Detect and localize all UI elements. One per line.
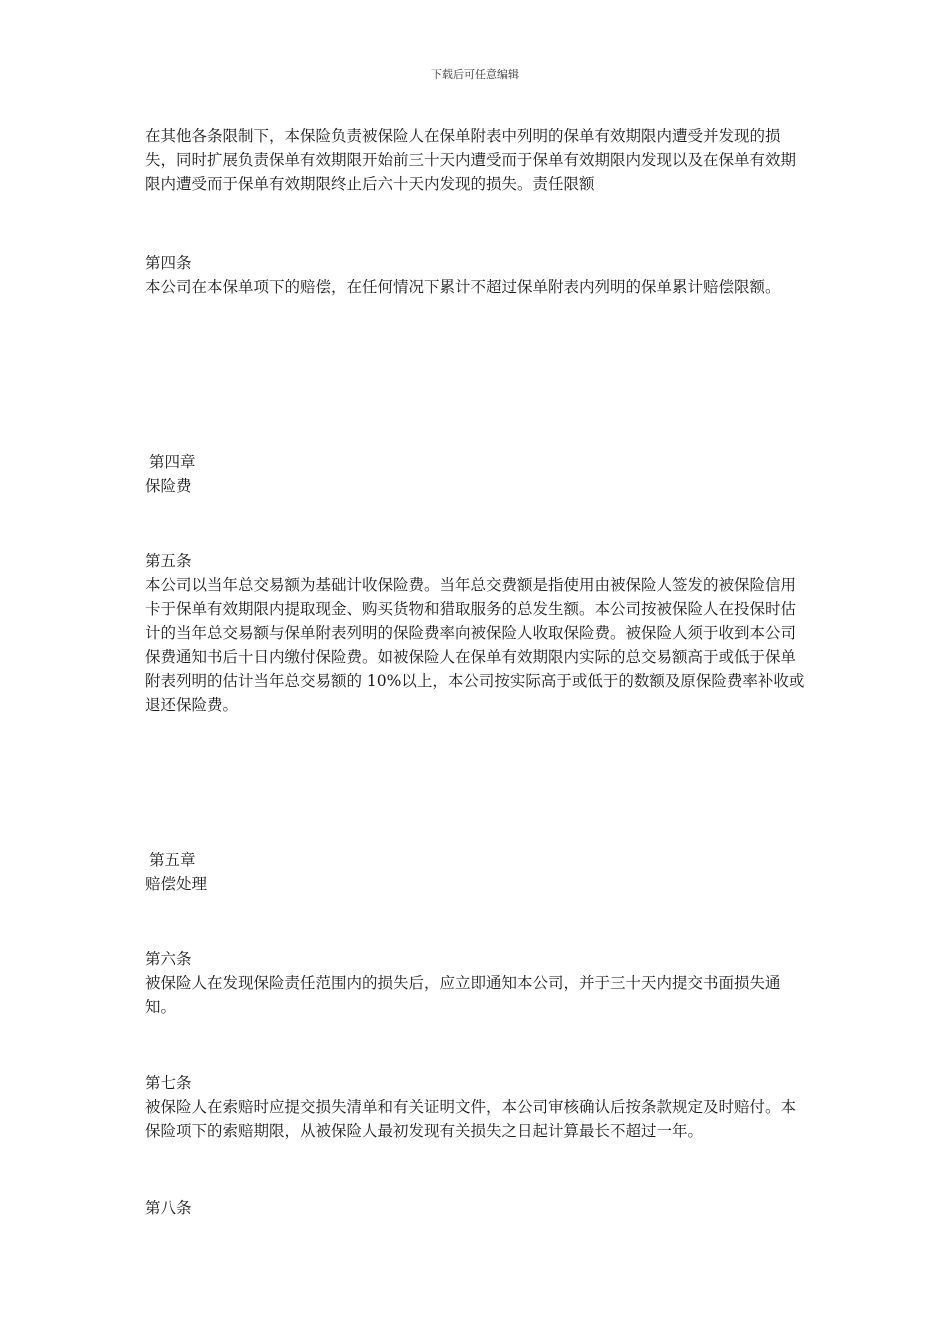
chapter-4-title: 保险费 bbox=[145, 477, 192, 495]
article-5-body: 本公司以当年总交易额为基础计收保险费。当年总交费额是指使用由被保险人签发的被保险信用卡于保单有效期限内提取现金、购买货物和猎取服务的总发生额。本公司按被保险人在投保时估计的当年总交易额与保单附表列明的保险费率向被保险人收取保险费。被保险人须于收到本公司保费通知书后十日内缴付保险费。如被保险人在保单有效期限内实际的总交易额高于或低于保单附表列明的估计当年总交易额的 10%以上，本公司按实际高于或低于的数额及原保险费率补收或退还保险费。 bbox=[145, 576, 805, 714]
chapter-4-heading: 第四章 bbox=[149, 453, 196, 471]
header-note: 下载后可任意编辑 bbox=[431, 68, 519, 81]
article-8-heading: 第八条 bbox=[145, 1199, 192, 1217]
article-6-body: 被保险人在发现保险责任范围内的损失后，应立即通知本公司，并于三十天内提交书面损失通知。 bbox=[145, 974, 781, 1016]
article-4-heading: 第四条 bbox=[145, 254, 192, 272]
article-4-body: 本公司在本保单项下的赔偿，在任何情况下累计不超过保单附表内列明的保单累计赔偿限额。 bbox=[145, 278, 781, 296]
intro-paragraph: 在其他各条限制下，本保险负责被保险人在保单附表中列明的保单有效期限内遭受并发现的损失，同时扩展负责保单有效期限开始前三十天内遭受而于保单有效期限内发现以及在保单有效期限内遭受而于保单有效期限终止后六十天内发现的损失。责任限额 bbox=[145, 127, 797, 193]
article-5-heading: 第五条 bbox=[145, 552, 192, 570]
article-6-heading: 第六条 bbox=[145, 950, 192, 968]
article-7-heading: 第七条 bbox=[145, 1074, 192, 1092]
chapter-5-title: 赔偿处理 bbox=[145, 875, 208, 893]
article-7-body: 被保险人在索赔时应提交损失清单和有关证明文件，本公司审核确认后按条款规定及时赔付。本保险项下的索赔期限，从被保险人最初发现有关损失之日起计算最长不超过一年。 bbox=[145, 1098, 797, 1140]
chapter-5-heading: 第五章 bbox=[149, 851, 196, 869]
